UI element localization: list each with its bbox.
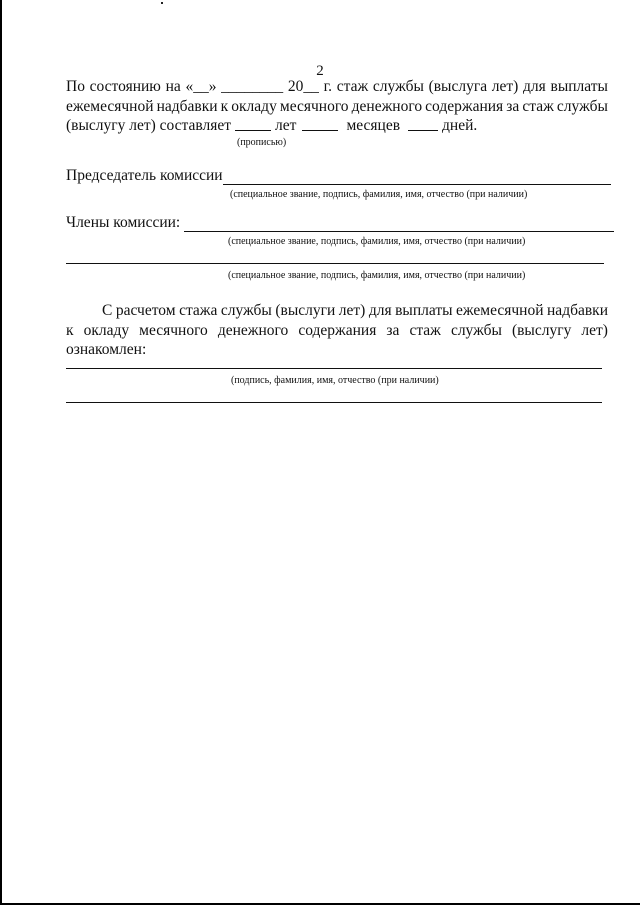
word: денежного (217, 321, 289, 339)
word: службы (220, 302, 272, 319)
member-2-signature-field[interactable] (66, 263, 604, 264)
word: к (66, 321, 74, 339)
word: По (66, 78, 85, 95)
statement-line-2 (66, 97, 608, 117)
word: стаж (336, 78, 369, 95)
days-label: дней. (442, 117, 478, 134)
word: ежемесячной (456, 302, 544, 319)
word: (выслуги (275, 302, 336, 319)
ack-line-3-text: ознакомлен: (66, 341, 147, 358)
member-1-hint: (специальное звание, подпись, фамилия, имя, отчество (при наличии) (228, 236, 526, 247)
acknowledgement-hint: (подпись, фамилия, имя, отчество (при наличии) (231, 375, 439, 386)
acknowledgement-date-field[interactable] (66, 402, 602, 403)
ack-line-1 (66, 301, 608, 321)
chairman-row (66, 167, 611, 185)
member-1-signature-field[interactable] (184, 217, 614, 232)
days-blank[interactable] (408, 116, 438, 131)
ack-line-2 (66, 321, 608, 341)
word: месячного (279, 97, 349, 115)
word: надбавки (547, 302, 608, 319)
word: расчетом (115, 302, 176, 319)
member-2-hint: (специальное звание, подпись, фамилия, имя, отчество (при наличии) (228, 270, 526, 281)
day-field[interactable]: «__» (185, 78, 217, 95)
years-blank[interactable] (235, 116, 271, 131)
word: содержания (425, 97, 504, 115)
months-blank[interactable] (302, 116, 338, 131)
page-number: 2 (316, 63, 324, 79)
word: С (102, 302, 113, 319)
word: стаж (522, 97, 554, 115)
year-field[interactable]: 20__ (287, 78, 319, 95)
word: (выслугу (511, 321, 572, 339)
statement-line-3-text: (выслугу лет) составляет (66, 117, 232, 134)
years-label: лет (275, 117, 297, 134)
chairman-label: Председатель комиссии (66, 167, 223, 184)
word: службы (556, 97, 608, 115)
word: месячного (139, 321, 208, 339)
statement-line-1 (66, 77, 608, 97)
word: окладу (83, 321, 130, 339)
word: ежемесячной (66, 97, 154, 115)
word: стажа (179, 302, 218, 319)
word: за (506, 97, 520, 115)
months-label: месяцев (346, 117, 401, 134)
word: г. (323, 78, 333, 95)
word: содержания (298, 321, 377, 339)
word: на (165, 78, 181, 95)
word: лет) (581, 321, 608, 339)
service-length-statement (66, 77, 608, 136)
word: к (220, 97, 229, 115)
word: для (523, 78, 546, 95)
in-words-hint: (прописью) (237, 137, 287, 148)
word: лет) (491, 78, 519, 95)
acknowledgement-signature-field[interactable] (66, 368, 602, 369)
word: за (386, 321, 400, 339)
word: службы (450, 321, 502, 339)
word: стаж (409, 321, 441, 339)
acknowledgement-paragraph (66, 301, 608, 360)
scan-dot (161, 2, 163, 4)
word: окладу (231, 97, 277, 115)
word: службы (372, 78, 424, 95)
word: (выслуга (428, 78, 488, 95)
word: денежного (351, 97, 423, 115)
scan-left-edge (0, 0, 2, 905)
chairman-signature-field[interactable] (223, 170, 611, 185)
word: надбавки (156, 97, 218, 115)
word: выплаты (550, 78, 608, 95)
word: лет) (338, 302, 366, 319)
members-row (66, 214, 614, 232)
members-label: Члены комиссии: (66, 214, 181, 231)
word: состоянию (89, 78, 161, 95)
chairman-hint: (специальное звание, подпись, фамилия, имя, отчество (при наличии) (230, 189, 528, 200)
month-field[interactable]: ________ (221, 78, 284, 95)
word: для (368, 302, 392, 319)
ack-line-3 (66, 340, 608, 360)
word: выплаты (395, 302, 453, 319)
statement-line-3 (66, 116, 608, 136)
